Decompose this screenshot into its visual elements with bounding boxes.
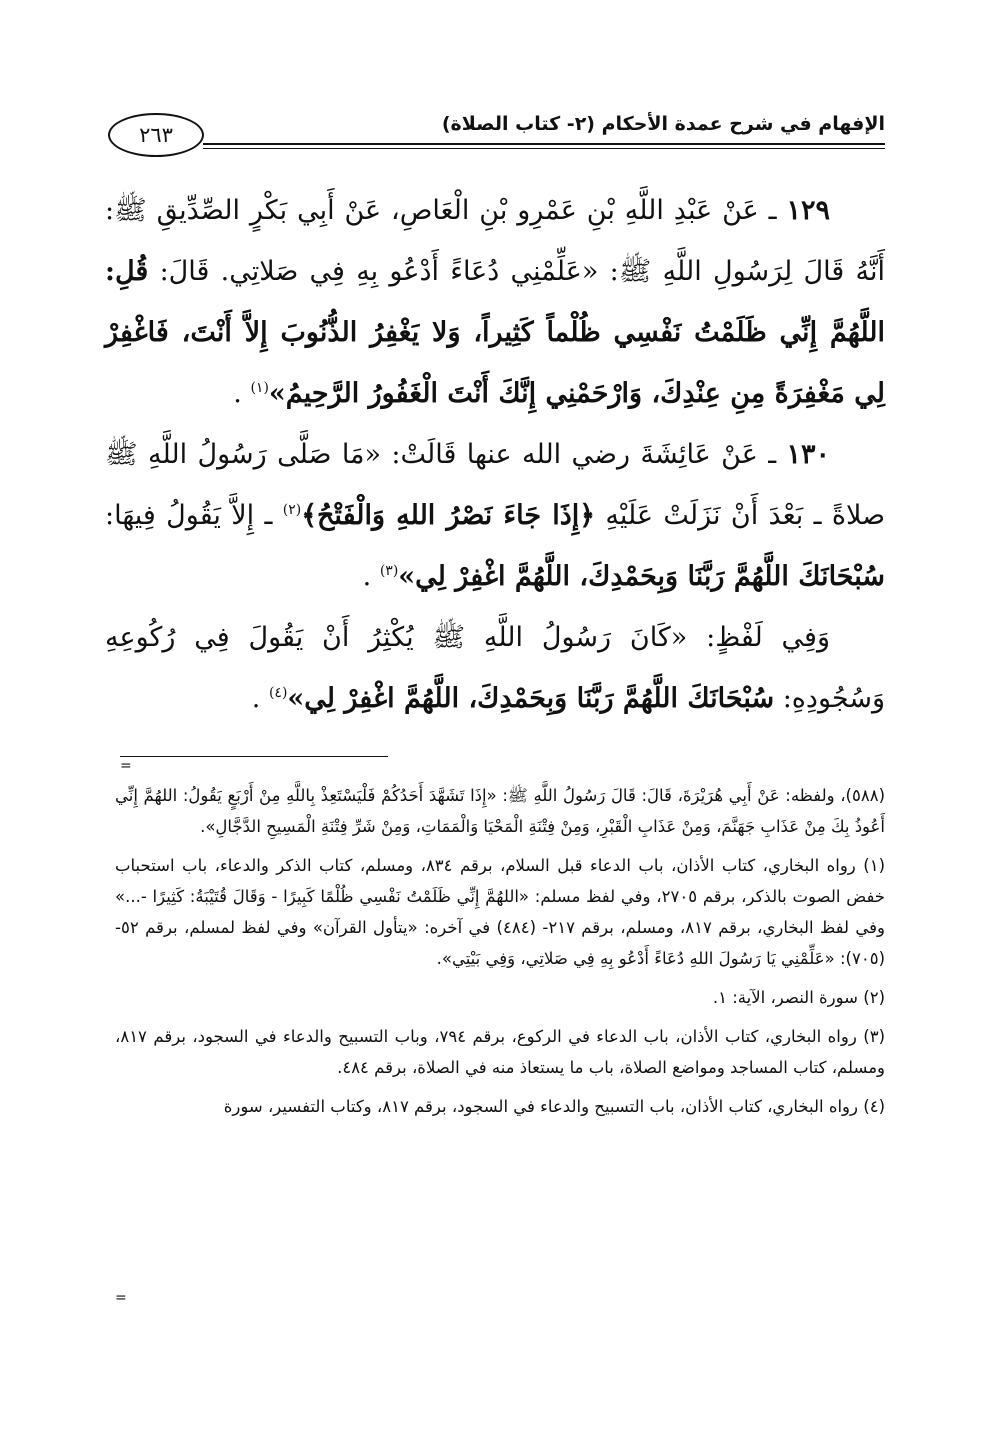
footnote-2: (٢) سورة النصر، الآية: ١. bbox=[712, 988, 885, 1007]
page-number: ٢٦٣ bbox=[108, 113, 204, 157]
hadith-number: ١٣٠ bbox=[786, 439, 830, 470]
variant-text: وَفِي لَفْظٍ: «كَانَ رَسُولُ اللَّهِ ﷺ يُكْثِرُ أَنْ يَقُولَ فِي رُكُوعِهِ وَسُجُودِهِ: bbox=[105, 622, 885, 714]
footnote-ref: (١) bbox=[250, 380, 269, 396]
footnote-ref: (٤) bbox=[268, 685, 288, 701]
hadith-text: ـ عَنْ عَائِشَةَ رضي الله عنها قَالَتْ: «مَا صَلَّى رَسُولُ اللَّهِ ﷺ صلاةً ـ بَعْدَ أَنْ نَزَلَتْ عَلَيْهِ bbox=[105, 439, 886, 531]
main-text bbox=[105, 180, 885, 729]
end-mark: . bbox=[362, 561, 380, 592]
footnote-ref: (٣) bbox=[379, 563, 399, 579]
variant-wording bbox=[105, 607, 885, 729]
continues-next-page-mark: = bbox=[115, 1290, 127, 1306]
hadith-text: ـ إِلاَّ يَقُولُ فِيهَا: bbox=[105, 500, 283, 531]
hadith-129 bbox=[105, 180, 885, 424]
footnotes bbox=[115, 780, 885, 1122]
header-rule bbox=[203, 143, 885, 145]
book-title: الإفهام في شرح عمدة الأحكام (٢- كتاب الصلاة) bbox=[441, 113, 885, 135]
header-rule-thin bbox=[203, 148, 885, 149]
footnote-separator bbox=[120, 756, 388, 757]
end-mark: . bbox=[251, 683, 269, 714]
end-mark: . bbox=[233, 378, 251, 409]
hadith-130 bbox=[105, 424, 885, 607]
continued-from-previous-mark: = bbox=[120, 758, 132, 774]
footnote-ref: (٢) bbox=[282, 502, 302, 518]
dua-text: قُلِ: اللَّهُمَّ إِنِّي ظَلَمْتُ نَفْسِي ظُلْماً كَثِيراً، وَلا يَغْفِرُ الذُّنُوبَ إِلاَّ أَنْتَ، فَاغْفِرْ لِي مَغْفِرَةً مِنِ عِنْدِكَ، وَارْحَمْنِي إِنَّكَ أَنْتَ الْغَفُورُ الرَّحِيمُ» bbox=[105, 256, 885, 409]
footnote-continuation: (٥٨٨)، ولفظه: عَنْ أَبِي هُرَيْرَةَ، قَالَ: قَالَ رَسُولُ اللَّهِ ﷺ: «إِذَا تَشَهَّدَ أَحَدُكُمْ فَلْيَسْتَعِذْ بِاللَّهِ مِنْ أَرْبَعٍ يَقُولُ: اللهُمَّ إِنِّي أَعُوذُ بِكَ مِنْ عَذَابِ جَهَنَّمَ، وَمِنْ عَذَابِ الْقَبْرِ، وَمِنْ فِتْنَةِ الْمَحْيَا وَالْمَمَاتِ، وَمِنْ شَرِّ فِتْنَةِ الْمَسِيحِ الدَّجَّالِ». bbox=[115, 786, 885, 836]
quran-verse: ﴿إِذَا جَاءَ نَصْرُ اللهِ وَالْفَتْحُ﴾ bbox=[301, 500, 596, 531]
hadith-number: ١٢٩ bbox=[786, 195, 830, 226]
dua-text: سُبْحَانَكَ اللَّهُمَّ رَبَّنَا وَبِحَمْدِكَ، اللَّهُمَّ اغْفِرْ لِي» bbox=[287, 683, 775, 714]
hadith-text: ـ عَنْ عَبْدِ اللَّهِ بْنِ عَمْرِو بْنِ الْعَاصِ، عَنْ أَبِي بَكْرٍ الصِّدِّيقِ ﷺ: أَنَّهُ قَالَ لِرَسُولِ اللَّهِ ﷺ: «عَلِّمْنِي دُعَاءً أَدْعُو بِهِ فِي صَلاتِي. قَالَ: bbox=[105, 195, 885, 287]
footnote-3: (٣) رواه البخاري، كتاب الأذان، باب الدعاء في الركوع، برقم ٧٩٤، وباب التسبيح والدعاء في السجود، برقم ٨١٧، ومسلم، كتاب المساجد ومواضع الصلاة، باب ما يستعاذ منه في الصلاة، برقم ٤٨٤. bbox=[115, 1027, 885, 1077]
footnote-1: (١) رواه البخاري، كتاب الأذان، باب الدعاء قبل السلام، برقم ٨٣٤، ومسلم، كتاب الذكر والدعاء، باب استحباب خفض الصوت بالذكر، برقم ٢٧٠٥، وفي لفظ مسلم: «اللهُمَّ إِنِّي ظَلَمْتُ نَفْسِي ظُلْمًا كَبِيرًا - وَقَالَ قُتَيْبَةُ: كَثِيرًا -...» وفي لفظ البخاري، برقم ٨١٧، ومسلم، برقم ٢١٧- (٤٨٤) في آخره: «يتأول القرآن» وفي لفظ لمسلم، برقم ٥٢- (٧٠٥): «عَلِّمْنِي يَا رَسُولَ اللهِ دُعَاءً أَدْعُو بِهِ فِي صَلاتِي، وَفِي بَيْتِي». bbox=[115, 856, 885, 968]
page-header bbox=[105, 105, 885, 165]
dua-text: سُبْحَانَكَ اللَّهُمَّ رَبَّنَا وَبِحَمْدِكَ، اللَّهُمَّ اغْفِرْ لِي» bbox=[398, 561, 885, 592]
footnote-4: (٤) رواه البخاري، كتاب الأذان، باب التسبيح والدعاء في السجود، برقم ٨١٧، وكتاب التفسير، سورة bbox=[223, 1097, 885, 1116]
